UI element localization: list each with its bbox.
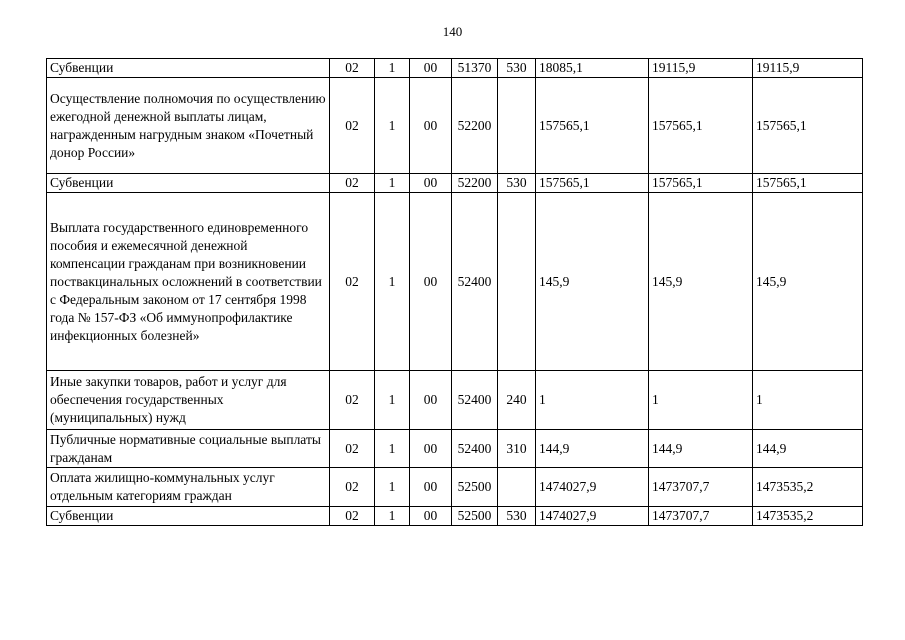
section-code: 02 bbox=[330, 78, 375, 174]
amount-year-2: 1473707,7 bbox=[649, 507, 753, 526]
program-code: 1 bbox=[375, 59, 410, 78]
amount-year-3: 19115,9 bbox=[753, 59, 863, 78]
row-name: Оплата жилищно-коммунальных услуг отдельным категориям граждан bbox=[47, 468, 330, 507]
direction-code: 52200 bbox=[452, 78, 498, 174]
program-code: 1 bbox=[375, 468, 410, 507]
program-code: 1 bbox=[375, 78, 410, 174]
amount-year-2: 144,9 bbox=[649, 430, 753, 468]
direction-code: 52500 bbox=[452, 507, 498, 526]
program-code: 1 bbox=[375, 430, 410, 468]
section-code: 02 bbox=[330, 430, 375, 468]
direction-code: 52200 bbox=[452, 174, 498, 193]
table-row bbox=[47, 193, 863, 371]
amount-year-2: 157565,1 bbox=[649, 78, 753, 174]
program-code: 1 bbox=[375, 174, 410, 193]
section-code: 02 bbox=[330, 59, 375, 78]
program-code: 1 bbox=[375, 371, 410, 430]
direction-code: 52500 bbox=[452, 468, 498, 507]
section-code: 02 bbox=[330, 193, 375, 371]
direction-code: 51370 bbox=[452, 59, 498, 78]
direction-code: 52400 bbox=[452, 371, 498, 430]
row-name: Субвенции bbox=[47, 507, 330, 526]
section-code: 02 bbox=[330, 507, 375, 526]
section-code: 02 bbox=[330, 371, 375, 430]
section-code: 02 bbox=[330, 174, 375, 193]
amount-year-1: 144,9 bbox=[536, 430, 649, 468]
table-row bbox=[47, 468, 863, 507]
amount-year-2: 157565,1 bbox=[649, 174, 753, 193]
table-row bbox=[47, 507, 863, 526]
amount-year-3: 144,9 bbox=[753, 430, 863, 468]
expense-type-code: 240 bbox=[498, 371, 536, 430]
amount-year-3: 157565,1 bbox=[753, 174, 863, 193]
subprogram-code: 00 bbox=[410, 59, 452, 78]
table-row bbox=[47, 371, 863, 430]
amount-year-1: 18085,1 bbox=[536, 59, 649, 78]
amount-year-3: 1473535,2 bbox=[753, 507, 863, 526]
amount-year-1: 1 bbox=[536, 371, 649, 430]
subprogram-code: 00 bbox=[410, 507, 452, 526]
table-row bbox=[47, 174, 863, 193]
row-name: Осуществление полномочия по осуществлению ежегодной денежной выплаты лицам, награжденным нагрудным знаком «Почетный донор России» bbox=[47, 78, 330, 174]
amount-year-1: 145,9 bbox=[536, 193, 649, 371]
subprogram-code: 00 bbox=[410, 468, 452, 507]
amount-year-3: 1 bbox=[753, 371, 863, 430]
budget-table bbox=[46, 58, 863, 526]
direction-code: 52400 bbox=[452, 430, 498, 468]
direction-code: 52400 bbox=[452, 193, 498, 371]
expense-type-code: 310 bbox=[498, 430, 536, 468]
amount-year-3: 157565,1 bbox=[753, 78, 863, 174]
expense-type-code bbox=[498, 78, 536, 174]
section-code: 02 bbox=[330, 468, 375, 507]
table-row bbox=[47, 430, 863, 468]
row-name: Субвенции bbox=[47, 59, 330, 78]
program-code: 1 bbox=[375, 507, 410, 526]
expense-type-code bbox=[498, 193, 536, 371]
page-number: 140 bbox=[442, 24, 463, 39]
table-row bbox=[47, 78, 863, 174]
row-name: Публичные нормативные социальные выплаты гражданам bbox=[47, 430, 330, 468]
subprogram-code: 00 bbox=[410, 78, 452, 174]
amount-year-1: 1474027,9 bbox=[536, 468, 649, 507]
amount-year-2: 1 bbox=[649, 371, 753, 430]
amount-year-1: 157565,1 bbox=[536, 174, 649, 193]
subprogram-code: 00 bbox=[410, 174, 452, 193]
expense-type-code: 530 bbox=[498, 59, 536, 78]
amount-year-1: 1474027,9 bbox=[536, 507, 649, 526]
subprogram-code: 00 bbox=[410, 371, 452, 430]
expense-type-code: 530 bbox=[498, 507, 536, 526]
row-name: Иные закупки товаров, работ и услуг для обеспечения государственных (муниципальных) нужд bbox=[47, 371, 330, 430]
amount-year-3: 1473535,2 bbox=[753, 468, 863, 507]
table-row bbox=[47, 59, 863, 78]
row-name: Выплата государственного единовременного пособия и ежемесячной денежной компенсации гражданам при возникновении поствакцинальных осложнений в соответствии с Федеральным законом от 17 сентября 1998 года № 157-ФЗ «Об иммунопрофилактике инфекционных болезней» bbox=[47, 193, 330, 371]
expense-type-code bbox=[498, 468, 536, 507]
amount-year-1: 157565,1 bbox=[536, 78, 649, 174]
subprogram-code: 00 bbox=[410, 193, 452, 371]
subprogram-code: 00 bbox=[410, 430, 452, 468]
row-name: Субвенции bbox=[47, 174, 330, 193]
amount-year-3: 145,9 bbox=[753, 193, 863, 371]
expense-type-code: 530 bbox=[498, 174, 536, 193]
program-code: 1 bbox=[375, 193, 410, 371]
amount-year-2: 1473707,7 bbox=[649, 468, 753, 507]
amount-year-2: 145,9 bbox=[649, 193, 753, 371]
amount-year-2: 19115,9 bbox=[649, 59, 753, 78]
